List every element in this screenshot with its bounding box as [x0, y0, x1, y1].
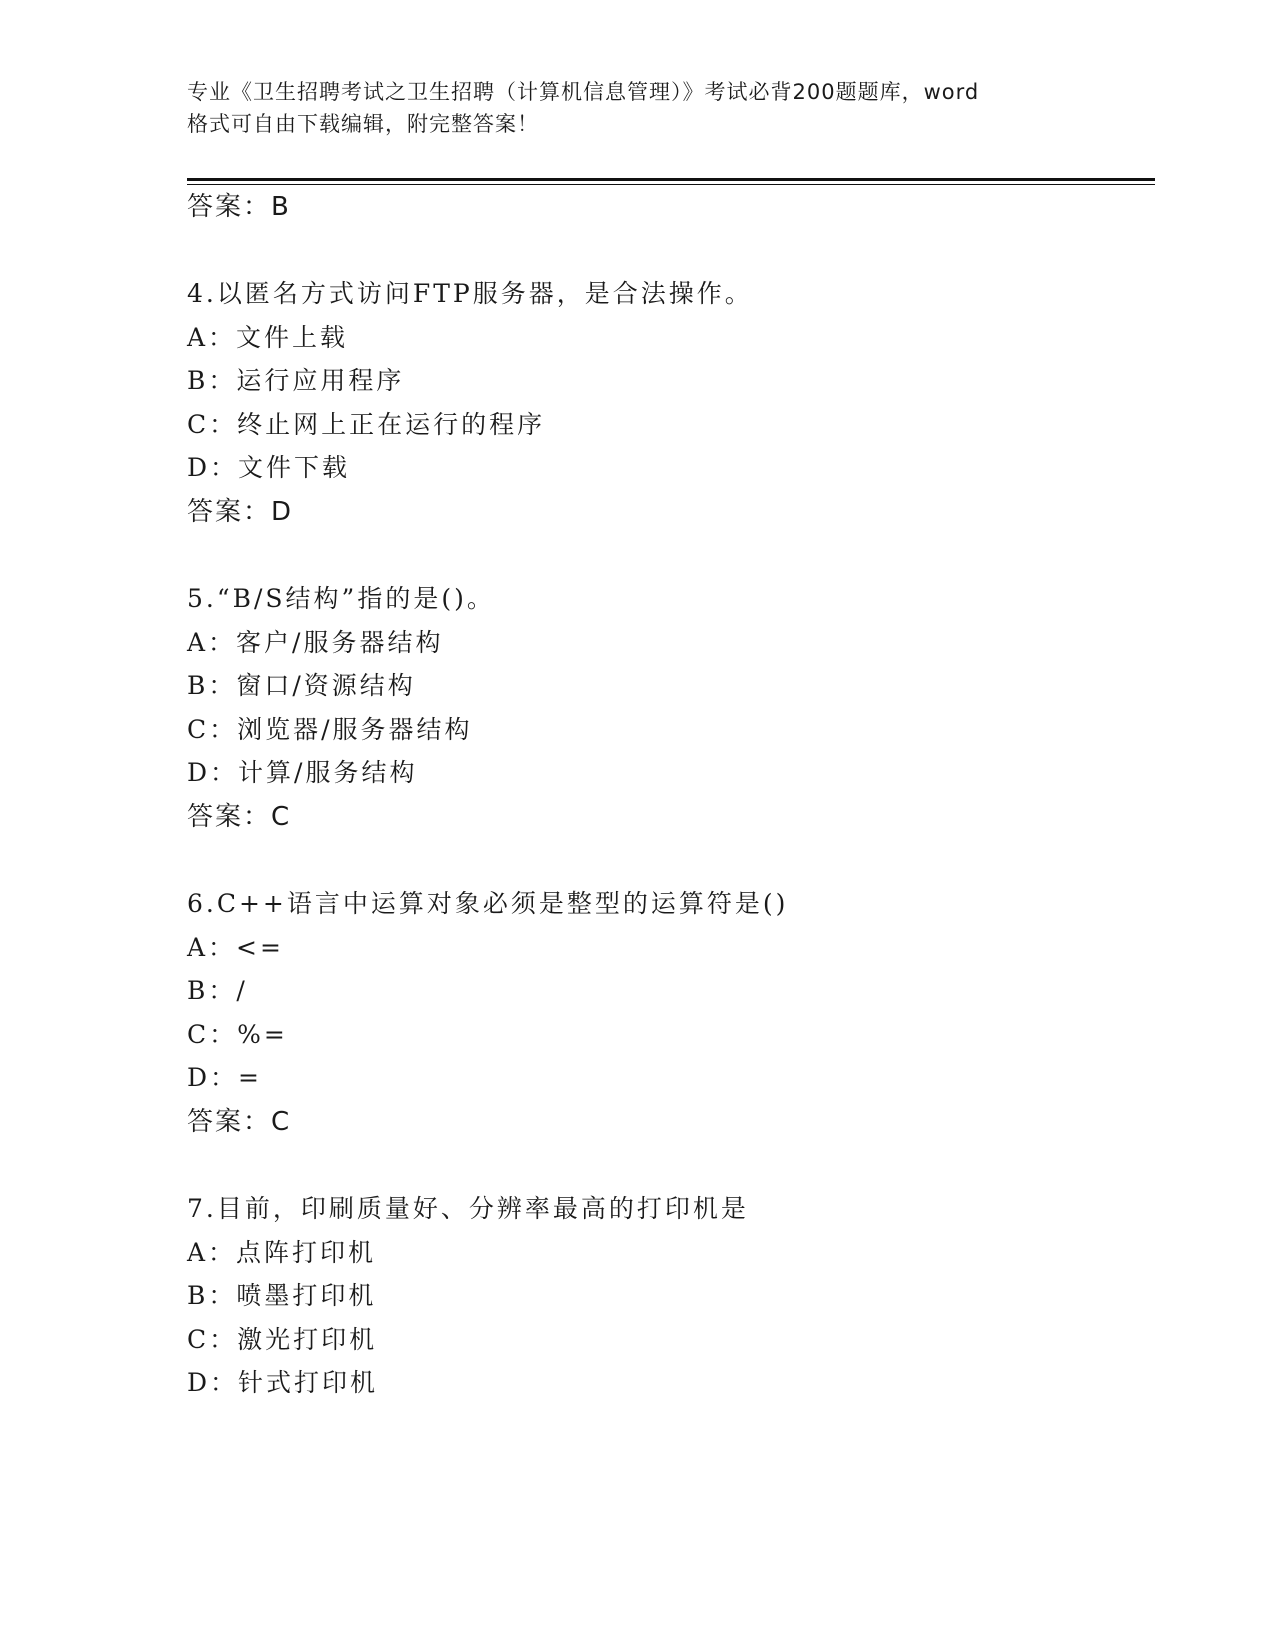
option-d: D：= [187, 1063, 262, 1092]
option-b: B：窗口/资源结构 [187, 671, 416, 700]
option-c: C：激光打印机 [187, 1325, 378, 1354]
answer-top: 答案：B [187, 192, 291, 222]
option-d: D：计算/服务结构 [187, 758, 418, 787]
question-stem: 4.以匿名方式访问FTP服务器，是合法操作。 [187, 279, 753, 308]
header-divider [187, 178, 1155, 181]
answer: 答案：C [187, 1107, 292, 1137]
option-d: D：文件下载 [187, 453, 351, 482]
option-a: A：点阵打印机 [187, 1238, 377, 1267]
option-d: D：针式打印机 [187, 1368, 379, 1397]
question-stem: 6.C++语言中运算对象必须是整型的运算符是() [187, 889, 789, 918]
option-b: B：喷墨打印机 [187, 1281, 377, 1310]
answer: 答案：C [187, 802, 292, 832]
option-b: B：/ [187, 976, 248, 1005]
header-line-1: 专业《卫生招聘考试之卫生招聘（计算机信息管理）》考试必背200题题库，word [187, 80, 980, 104]
header-divider-thin [187, 184, 1155, 185]
option-a: A：<= [187, 933, 284, 962]
question-stem: 7.目前，印刷质量好、分辨率最高的打印机是 [187, 1194, 749, 1223]
header-line-2: 格式可自由下载编辑，附完整答案！ [187, 112, 539, 136]
option-b: B：运行应用程序 [187, 366, 405, 395]
option-a: A：文件上载 [187, 323, 349, 352]
option-c: C：%= [187, 1020, 288, 1049]
question-stem: 5.“B/S结构”指的是()。 [187, 584, 495, 613]
option-c: C：浏览器/服务器结构 [187, 715, 473, 744]
option-c: C：终止网上正在运行的程序 [187, 410, 546, 439]
option-a: A：客户/服务器结构 [187, 628, 444, 657]
answer: 答案：D [187, 497, 294, 527]
document-header [187, 76, 1087, 140]
